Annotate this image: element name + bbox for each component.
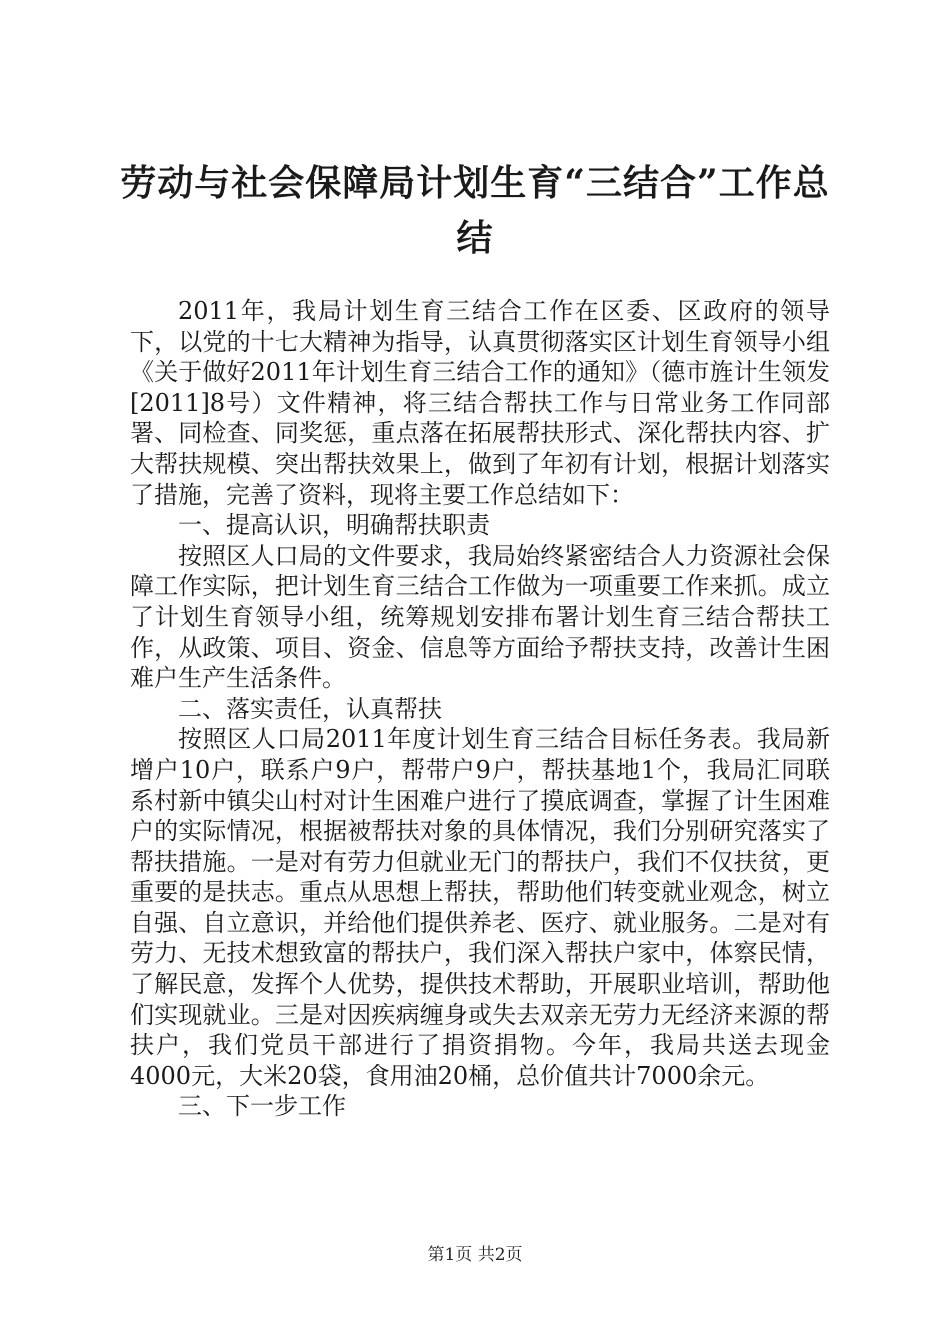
section-heading-1: 一、提高认识，明确帮扶职责 xyxy=(178,511,490,540)
document-title: 劳动与社会保障局计划生育“三结合”工作总结 xyxy=(120,162,830,259)
paragraph-section-2: 按照区人口局2011年度计划生育三结合目标任务表。我局新增户10户，联系户9户，帮带户9户，帮扶基地1个，我局汇同联系村新中镇尖山村对计生困难户进行了摸底调查，掌握了计生困难户的实际情况，根据被帮扶对象的具体情况，我们分别研究落实了帮扶措施。一是对有劳力但就业无门的帮扶户，我们不仅扶贫，更重要的是扶志。重点从思想上帮扶，帮助他们转变就业观念，树立自强、自立意识，并给他们提供养老、医疗、就业服务。二是对有劳力、无技术想致富的帮扶户，我们深入帮扶户家中，体察民情，了解民意，发挥个人优势，提供技术帮助，开展职业培训，帮助他们实现就业。三是对因疾病缠身或失去双亲无劳力无经济来源的帮扶户，我们党员干部进行了捐资捐物。今年，我局共送去现金4000元，大米20袋，食用油20桶，总价值共计7000余元。 xyxy=(130,725,830,1090)
section-heading-3: 三、下一步工作 xyxy=(178,1092,346,1121)
page-total: 共2页 xyxy=(477,1245,523,1265)
page-number: 第1页 xyxy=(427,1245,473,1265)
page-footer xyxy=(0,1244,950,1266)
paragraph-section-1: 按照区人口局的文件要求，我局始终紧密结合人力资源社会保障工作实际，把计划生育三结合工作做为一项重要工作来抓。成立了计划生育领导小组，统筹规划安排布署计划生育三结合帮扶工作，从政策、项目、资金、信息等方面给予帮扶支持，改善计生困难户生产生活条件。 xyxy=(130,541,830,693)
document-body xyxy=(130,296,830,1122)
section-heading-2: 二、落实责任，认真帮扶 xyxy=(178,694,442,723)
paragraph-intro: 2011年，我局计划生育三结合工作在区委、区政府的领导下，以党的十七大精神为指导，认真贯彻落实区计划生育领导小组《关于做好2011年计划生育三结合工作的通知》（德市旌计生领发[2011]8号）文件精神，将三结合帮扶工作与日常业务工作同部署、同检查、同奖惩，重点落在拓展帮扶形式、深化帮扶内容、扩大帮扶规模、突出帮扶效果上，做到了年初有计划，根据计划落实了措施，完善了资料，现将主要工作总结如下： xyxy=(130,297,830,509)
